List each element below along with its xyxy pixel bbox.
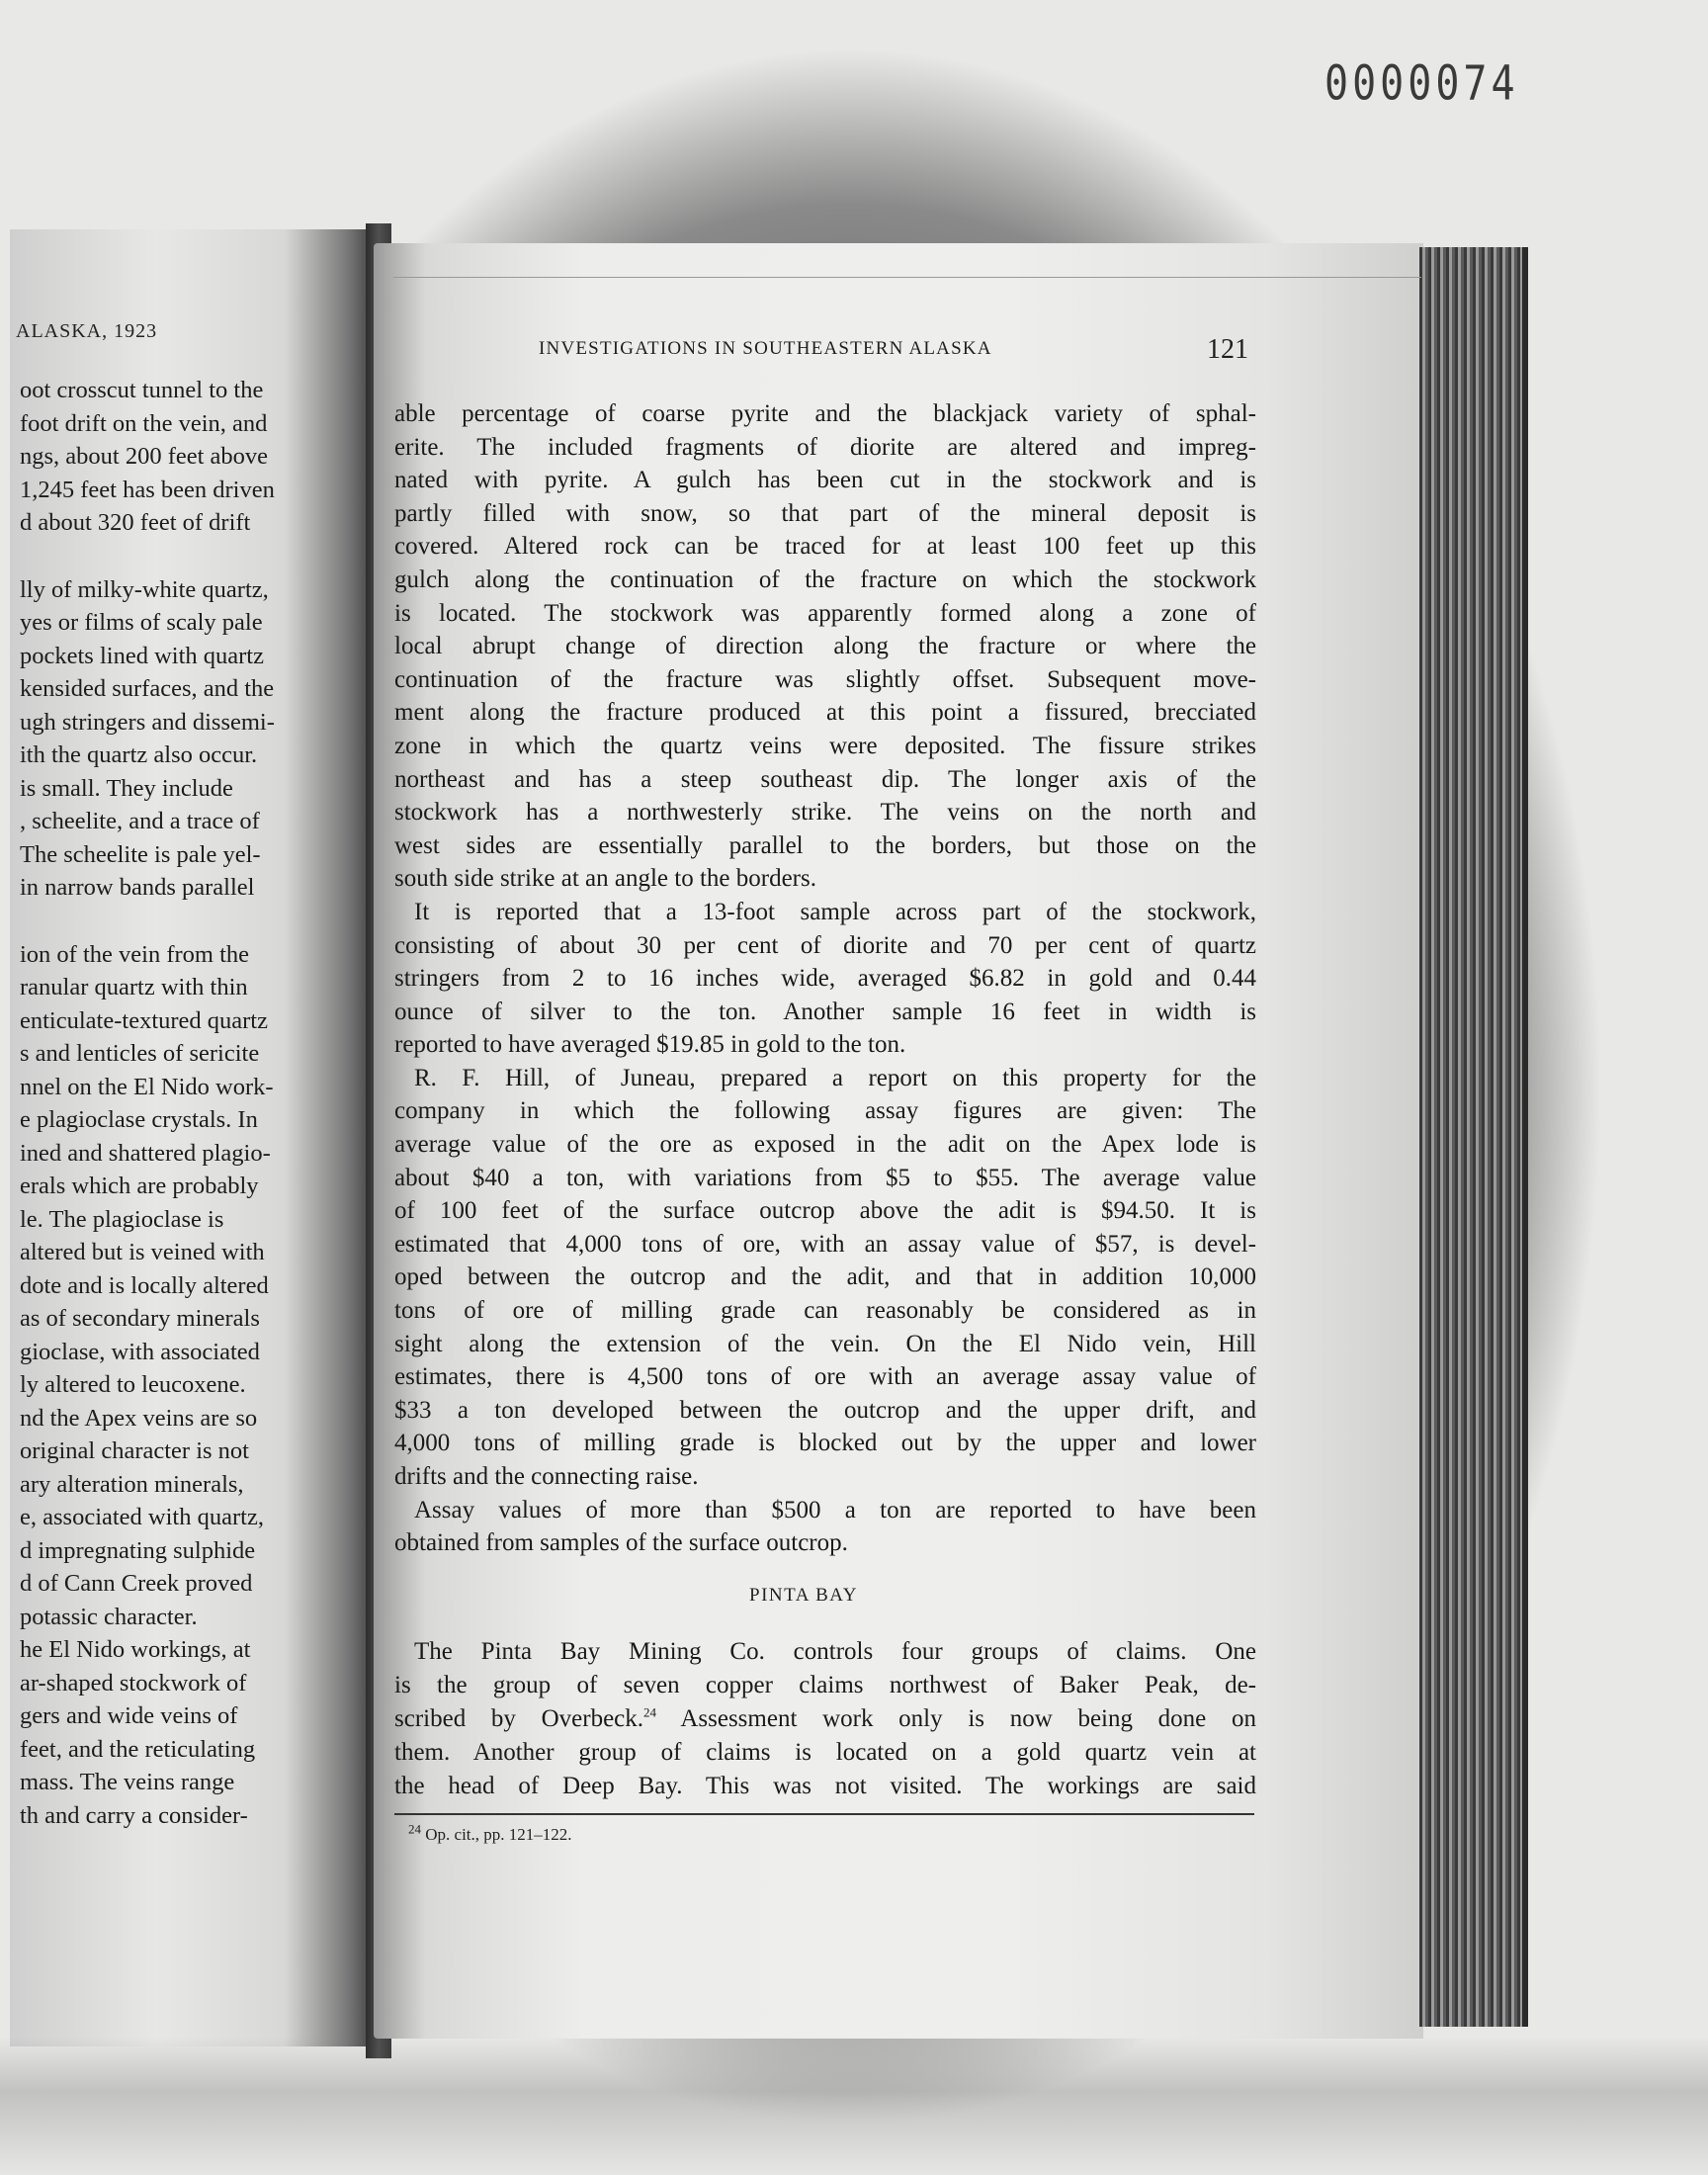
left-text-line bbox=[20, 905, 376, 938]
text-line: ounce of silver to the ton. Another sample 16 feet in width is bbox=[394, 998, 1256, 1025]
text-line: northeast and has a steep southeast dip. The longer axis of the bbox=[394, 765, 1256, 793]
left-text-line: mass. The veins range bbox=[20, 1769, 235, 1795]
text-line: stockwork has a northwesterly strike. The veins on the north and bbox=[394, 799, 1256, 826]
left-text-line: e, associated with quartz, bbox=[20, 1504, 264, 1530]
text-line: drifts and the connecting raise. bbox=[394, 1463, 699, 1490]
left-text-line: d about 320 feet of drift bbox=[20, 509, 251, 536]
text-line: zone in which the quartz veins were deposited. The fissure strikes bbox=[394, 732, 1256, 759]
text-line: company in which the following assay figures are given: The bbox=[394, 1097, 1256, 1125]
text-line: R. F. Hill, of Juneau, prepared a report on this property for the bbox=[414, 1064, 1256, 1091]
text-line: consisting of about 30 per cent of diorite and 70 per cent of quartz bbox=[394, 931, 1256, 959]
footnote bbox=[408, 1821, 572, 1845]
left-text-line: he El Nido workings, at bbox=[20, 1636, 251, 1663]
text-line: Assay values of more than $500 a ton are reported to have been bbox=[414, 1496, 1256, 1523]
left-text-line: d impregnating sulphide bbox=[20, 1536, 256, 1564]
left-text-line: , scheelite, and a trace of bbox=[20, 808, 260, 834]
left-text-line: 1,245 feet has been driven bbox=[20, 476, 275, 503]
scan-shadow bbox=[0, 2037, 1708, 2175]
left-text-line: pockets lined with quartz bbox=[20, 642, 264, 669]
left-text-line: nnel on the El Nido work- bbox=[20, 1073, 274, 1100]
footnote-rule bbox=[394, 1813, 1254, 1815]
left-text-line: enticulate-textured quartz bbox=[20, 1006, 268, 1034]
left-text-line: original character is not bbox=[20, 1437, 249, 1464]
left-text-line: The scheelite is pale yel- bbox=[20, 840, 261, 868]
text-line: It is reported that a 13-foot sample across part of the stockwork, bbox=[414, 898, 1256, 925]
text-line: tons of ore of milling grade can reasonably be considered as in bbox=[394, 1297, 1256, 1325]
left-text-line: potassic character. bbox=[20, 1603, 198, 1630]
left-text-line: gers and wide veins of bbox=[20, 1702, 238, 1729]
left-text-line: ugh stringers and dissemi- bbox=[20, 708, 275, 736]
text-line: covered. Altered rock can be traced for at least 100 feet up this bbox=[394, 533, 1256, 561]
text-line: The Pinta Bay Mining Co. controls four groups of claims. One bbox=[414, 1638, 1256, 1665]
left-text-line: yes or films of scaly pale bbox=[20, 609, 263, 636]
text-line: gulch along the continuation of the fracture on which the stockwork bbox=[394, 566, 1256, 593]
text-line: stringers from 2 to 16 inches wide, averaged $6.82 in gold and 0.44 bbox=[394, 965, 1256, 993]
text-line: them. Another group of claims is located on a gold quartz vein at bbox=[394, 1739, 1256, 1766]
left-text-line: ar-shaped stockwork of bbox=[20, 1669, 247, 1696]
text-fragment: scribed by Overbeck. bbox=[394, 1705, 644, 1732]
left-text-line: ith the quartz also occur. bbox=[20, 741, 258, 768]
left-text-line: erals which are probably bbox=[20, 1173, 259, 1199]
footnote-marker: 24 bbox=[408, 1821, 421, 1837]
left-text-line: ary alteration minerals, bbox=[20, 1470, 244, 1498]
text-line: about $40 a ton, with variations from $5 to $55. The average value bbox=[394, 1164, 1256, 1191]
left-text-line: is small. They include bbox=[20, 774, 233, 802]
text-line: partly filled with snow, so that part of the mineral deposit is bbox=[394, 499, 1256, 527]
left-text-line: in narrow bands parallel bbox=[20, 874, 255, 901]
left-text-line: s and lenticles of sericite bbox=[20, 1040, 260, 1067]
text-line: erite. The included fragments of diorite are altered and impreg- bbox=[394, 433, 1256, 461]
text-line: nated with pyrite. A gulch has been cut in the stockwork and is bbox=[394, 467, 1256, 494]
left-text-line: le. The plagioclase is bbox=[20, 1205, 224, 1233]
text-line: estimated that 4,000 tons of ore, with an assay value of $57, is devel- bbox=[394, 1230, 1256, 1258]
footnote-text: Op. cit., pp. 121–122. bbox=[425, 1825, 572, 1844]
text-line: $33 a ton developed between the outcrop and the upper drift, and bbox=[394, 1396, 1256, 1424]
left-text-line: nd the Apex veins are so bbox=[20, 1404, 258, 1432]
left-text-line: e plagioclase crystals. In bbox=[20, 1106, 258, 1133]
left-text-line: oot crosscut tunnel to the bbox=[20, 377, 264, 403]
left-text-line: d of Cann Creek proved bbox=[20, 1570, 253, 1597]
text-line: local abrupt change of direction along the fracture or where the bbox=[394, 633, 1256, 660]
section-title: PINTA BAY bbox=[749, 1585, 858, 1606]
left-text-line: ngs, about 200 feet above bbox=[20, 443, 269, 470]
left-text-line: as of secondary minerals bbox=[20, 1305, 260, 1332]
left-text-line bbox=[20, 540, 376, 573]
text-line: is located. The stockwork was apparently formed along a zone of bbox=[394, 599, 1256, 627]
left-page bbox=[10, 229, 376, 2046]
page-edges bbox=[1419, 247, 1528, 2027]
left-text-line: ion of the vein from the bbox=[20, 940, 250, 968]
left-text-line: ined and shattered plagio- bbox=[20, 1139, 271, 1167]
left-text-line: kensided surfaces, and the bbox=[20, 675, 275, 702]
left-text-line: ranular quartz with thin bbox=[20, 974, 248, 1000]
text-line: obtained from samples of the surface outcrop. bbox=[394, 1529, 848, 1557]
document-reference-number: 0000074 bbox=[1324, 56, 1519, 112]
left-page-header: ALASKA, 1923 bbox=[16, 320, 158, 342]
section-text bbox=[394, 1635, 1256, 1803]
text-line: able percentage of coarse pyrite and the blackjack variety of sphal- bbox=[394, 400, 1256, 427]
page-number: 121 bbox=[1207, 334, 1248, 365]
text-line: is the group of seven copper claims northwest of Baker Peak, de- bbox=[394, 1672, 1256, 1698]
text-line: of 100 feet of the surface outcrop above the adit is $94.50. It is bbox=[394, 1197, 1256, 1225]
left-text-line: dote and is locally altered bbox=[20, 1271, 269, 1299]
text-line: the head of Deep Bay. This was not visited. The workings are said bbox=[394, 1773, 1256, 1799]
text-line: estimates, there is 4,500 tons of ore with an average assay value of bbox=[394, 1363, 1256, 1391]
text-line: continuation of the fracture was slightly offset. Subsequent move- bbox=[394, 665, 1256, 693]
left-text-line: feet, and the reticulating bbox=[20, 1735, 256, 1763]
text-line: ment along the fracture produced at this point a fissured, brecciated bbox=[394, 699, 1256, 727]
text-line bbox=[394, 1702, 1256, 1736]
text-line: sight along the extension of the vein. On the El Nido vein, Hill bbox=[394, 1330, 1256, 1357]
left-text-line: th and carry a consider- bbox=[20, 1801, 248, 1829]
left-page-text bbox=[20, 374, 376, 1832]
left-text-line: foot drift on the vein, and bbox=[20, 409, 268, 437]
left-text-line: altered but is veined with bbox=[20, 1239, 265, 1265]
footnote-reference: 24 bbox=[643, 1704, 657, 1720]
left-text-line: ly altered to leucoxene. bbox=[20, 1371, 246, 1398]
body-text bbox=[394, 397, 1256, 1560]
text-line: average value of the ore as exposed in the adit on the Apex lode is bbox=[394, 1131, 1256, 1159]
text-fragment: Assessment work only is now being done on bbox=[656, 1705, 1256, 1732]
left-text-line: gioclase, with associated bbox=[20, 1338, 260, 1365]
running-head: INVESTIGATIONS IN SOUTHEASTERN ALASKA bbox=[539, 338, 992, 359]
text-line: reported to have averaged $19.85 in gold to the ton. bbox=[394, 1031, 906, 1059]
text-line: 4,000 tons of milling grade is blocked out by the upper and lower bbox=[394, 1430, 1256, 1457]
text-line: west sides are essentially parallel to the borders, but those on the bbox=[394, 831, 1256, 859]
left-text-line: lly of milky-white quartz, bbox=[20, 575, 269, 603]
text-line: oped between the outcrop and the adit, and that in addition 10,000 bbox=[394, 1263, 1256, 1291]
top-rule bbox=[393, 277, 1421, 278]
text-line: south side strike at an angle to the borders. bbox=[394, 865, 816, 893]
